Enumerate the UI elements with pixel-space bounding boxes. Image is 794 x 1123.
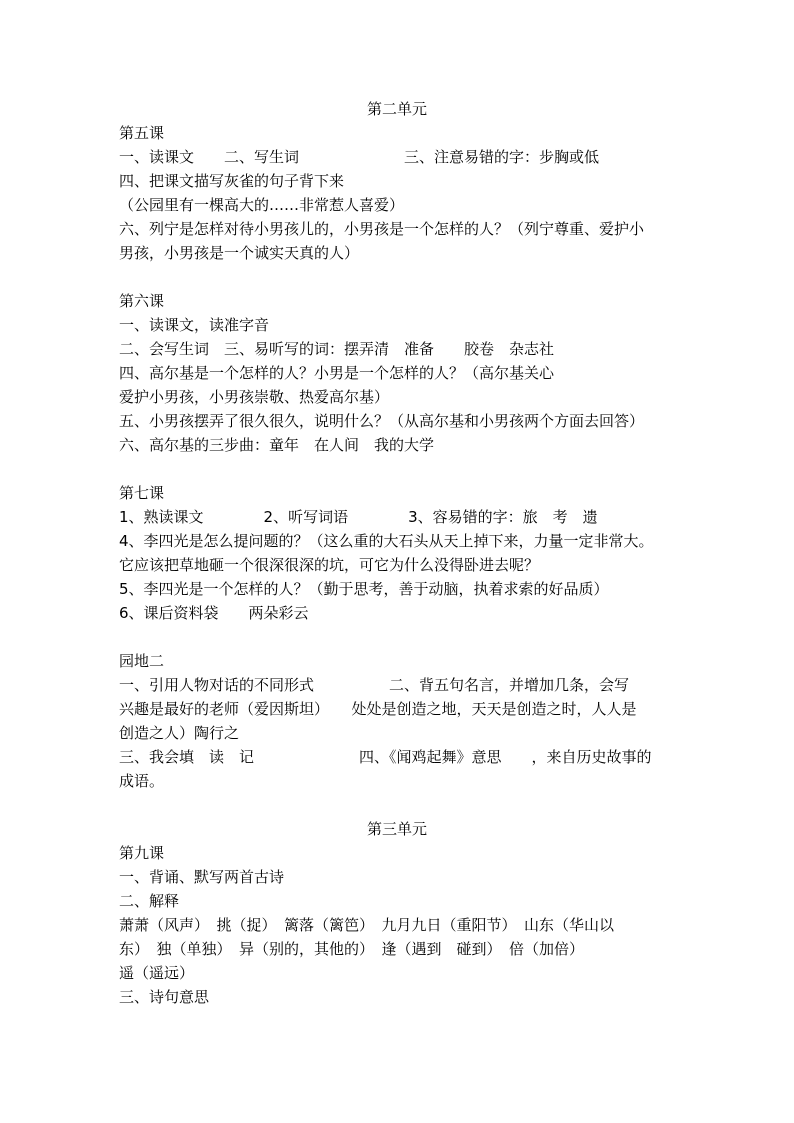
text-line: 成语。 <box>119 772 165 790</box>
lesson-heading: 第六课 <box>119 292 165 310</box>
text-line: 东） 独（单独） 异（别的，其他的） 逢（遇到 碰到） 倍（加倍） <box>119 940 585 958</box>
text-line: 三、诗句意思 <box>119 988 210 1006</box>
text-line: 四、把课文描写灰雀的句子背下来 <box>119 172 345 190</box>
lesson-heading: 第五课 <box>119 124 165 142</box>
text-line: 4、李四光是怎么提问题的？（这么重的大石头从天上掉下来，力量一定非常大。 <box>119 532 654 550</box>
text-line: 六、列宁是怎样对待小男孩儿的，小男孩是一个怎样的人？（列宁尊重、爱护小 <box>119 220 645 238</box>
text-line: 创造之人）陶行之 <box>119 724 240 742</box>
lesson-heading: 园地二 <box>119 652 165 670</box>
text-line: 二、会写生词 三、易听写的词：摆弄清 准备 胶卷 杂志社 <box>119 340 555 358</box>
text-line: 5、李四光是一个怎样的人？（勤于思考，善于动脑，执着求索的好品质） <box>119 580 609 598</box>
text-line: 爱护小男孩，小男孩崇敬、热爱高尔基） <box>119 388 390 406</box>
text-line: 五、小男孩摆弄了很久很久，说明什么？（从高尔基和小男孩两个方面去回答） <box>119 412 645 430</box>
text-line: 萧萧（风声） 挑（捉） 篱落（篱笆） 九月九日（重阳节） 山东（华山以 <box>119 916 615 934</box>
text-line: 一、读课文 二、写生词 三、注意易错的字：步胸或低 <box>119 148 600 166</box>
text-line: 6、课后资料袋 两朵彩云 <box>119 604 309 622</box>
text-line: 它应该把草地砸一个很深很深的坑，可它为什么没得卧进去呢？ <box>119 556 540 574</box>
unit-title: 第三单元 <box>366 820 427 838</box>
text-line: 一、背诵、默写两首古诗 <box>119 868 285 886</box>
text-line: 遥（遥远） <box>119 964 195 982</box>
text-line: 1、熟读课文 2、听写词语 3、容易错的字：旅 考 遗 <box>119 508 598 526</box>
text-line: 男孩，小男孩是一个诚实天真的人） <box>119 244 360 262</box>
text-line: 四、高尔基是一个怎样的人？小男是一个怎样的人？（高尔基关心 <box>119 364 555 382</box>
text-line: 兴趣是最好的老师（爱因斯坦） 处处是创造之地，天天是创造之时，人人是 <box>119 700 637 718</box>
text-line: 三、我会填 读 记 四、《闻鸡起舞》意思 ，来自历史故事的 <box>119 748 652 766</box>
text-line: 一、读课文，读准字音 <box>119 316 270 334</box>
text-line: 一、引用人物对话的不同形式 二、背五句名言，并增加几条，会写 <box>119 676 630 694</box>
text-line: （公园里有一棵高大的……非常惹人喜爱） <box>119 196 405 214</box>
text-line: 二、解释 <box>119 892 180 910</box>
text-line: 六、高尔基的三步曲：童年 在人间 我的大学 <box>119 436 435 454</box>
unit-title: 第二单元 <box>366 100 427 118</box>
lesson-heading: 第七课 <box>119 484 165 502</box>
lesson-heading: 第九课 <box>119 844 165 862</box>
